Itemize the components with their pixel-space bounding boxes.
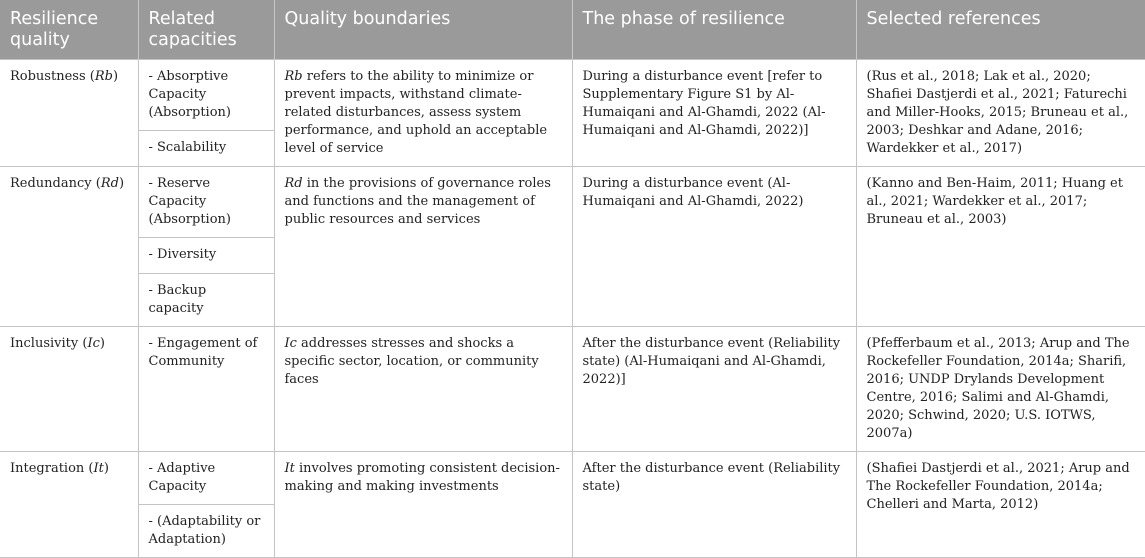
quality-abbr: Rd — [100, 176, 119, 191]
boundary-cell-robustness — [274, 60, 572, 167]
phase-cell-robustness: During a disturbance event [refer to Supplementary Figure S1 by Al-Humaiqani and Al-Ghamdi, 2022 (Al-Humaiqani and Al-Ghamdi, 2022)] — [572, 60, 856, 167]
table-row-inclusivity — [0, 327, 1145, 452]
references-cell-inclusivity: (Pfefferbaum et al., 2013; Arup and The Rockefeller Foundation, 2014a; Sharifi, 2016; UNDP Drylands Development Centre, 2016; Salimi and Al-Ghamdi, 2020; Schwind, 2020; U.S. IOTWS, 2007a) — [856, 327, 1145, 452]
header-row — [0, 0, 1145, 60]
boundary-abbr: It — [284, 461, 295, 476]
quality-name: Integration — [10, 461, 85, 476]
boundary-text: addresses stresses and shocks a specific sector, location, or community faces — [284, 336, 539, 387]
capacity-cell: - Absorptive Capacity (Absorption) — [138, 60, 274, 131]
header-quality-boundaries: Quality boundaries — [274, 0, 572, 60]
quality-name: Redundancy — [10, 176, 92, 191]
phase-cell-inclusivity: After the disturbance event (Reliability state) (Al-Humaiqani and Al-Ghamdi, 2022)] — [572, 327, 856, 452]
header-selected-references: Selected references — [856, 0, 1145, 60]
references-cell-integration: (Shafiei Dastjerdi et al., 2021; Arup and The Rockefeller Foundation, 2014a; Chelleri and Marta, 2012) — [856, 452, 1145, 558]
boundary-cell-integration — [274, 452, 572, 558]
capacity-cell: - Engagement of Community — [138, 327, 274, 452]
quality-cell-redundancy: Redundancy (Rd) — [0, 167, 138, 327]
boundary-text: in the provisions of governance roles and functions and the management of public resources and services — [284, 176, 551, 227]
capacity-cell: - Diversity — [138, 238, 274, 274]
quality-abbr: Ic — [87, 336, 100, 351]
phase-cell-redundancy: During a disturbance event (Al-Humaiqani and Al-Ghamdi, 2022) — [572, 167, 856, 327]
capacity-cell: - Backup capacity — [138, 274, 274, 327]
header-phase-of-resilience: The phase of resilience — [572, 0, 856, 60]
capacity-cell: - Reserve Capacity (Absorption) — [138, 167, 274, 238]
phase-cell-integration: After the disturbance event (Reliability state) — [572, 452, 856, 558]
quality-abbr: Rb — [94, 69, 113, 84]
quality-cell-inclusivity: Inclusivity (Ic) — [0, 327, 138, 452]
table-row-integration — [0, 452, 1145, 505]
references-cell-robustness: (Rus et al., 2018; Lak et al., 2020; Shafiei Dastjerdi et al., 2021; Faturechi and Miller-Hooks, 2015; Bruneau et al., 2003; Deshkar and Adane, 2016; Wardekker et al., 2017) — [856, 60, 1145, 167]
references-cell-redundancy: (Kanno and Ben-Haim, 2011; Huang et al., 2021; Wardekker et al., 2017; Bruneau et al., 2003) — [856, 167, 1145, 327]
boundary-abbr: Ic — [284, 336, 297, 351]
quality-cell-integration: Integration (It) — [0, 452, 138, 558]
quality-abbr: It — [93, 461, 104, 476]
table-row-redundancy — [0, 167, 1145, 238]
header-related-capacities: Related capacities — [138, 0, 274, 60]
quality-cell-robustness: Robustness (Rb) — [0, 60, 138, 167]
boundary-abbr: Rd — [284, 176, 303, 191]
capacity-cell: - Scalability — [138, 131, 274, 167]
table-row-robustness — [0, 60, 1145, 131]
boundary-abbr: Rb — [284, 69, 303, 84]
quality-name: Robustness — [10, 69, 86, 84]
capacity-cell: - (Adaptability or Adaptation) — [138, 505, 274, 558]
capacity-cell: - Adaptive Capacity — [138, 452, 274, 505]
boundary-text: involves promoting consistent decision-making and making investments — [284, 461, 560, 494]
boundary-cell-redundancy — [274, 167, 572, 327]
boundary-cell-inclusivity — [274, 327, 572, 452]
quality-name: Inclusivity — [10, 336, 79, 351]
header-resilience-quality: Resilience quality — [0, 0, 138, 60]
boundary-text: refers to the ability to minimize or prevent impacts, withstand climate-related disturbances, assess system performance, and uphold an acceptable level of service — [284, 69, 548, 156]
